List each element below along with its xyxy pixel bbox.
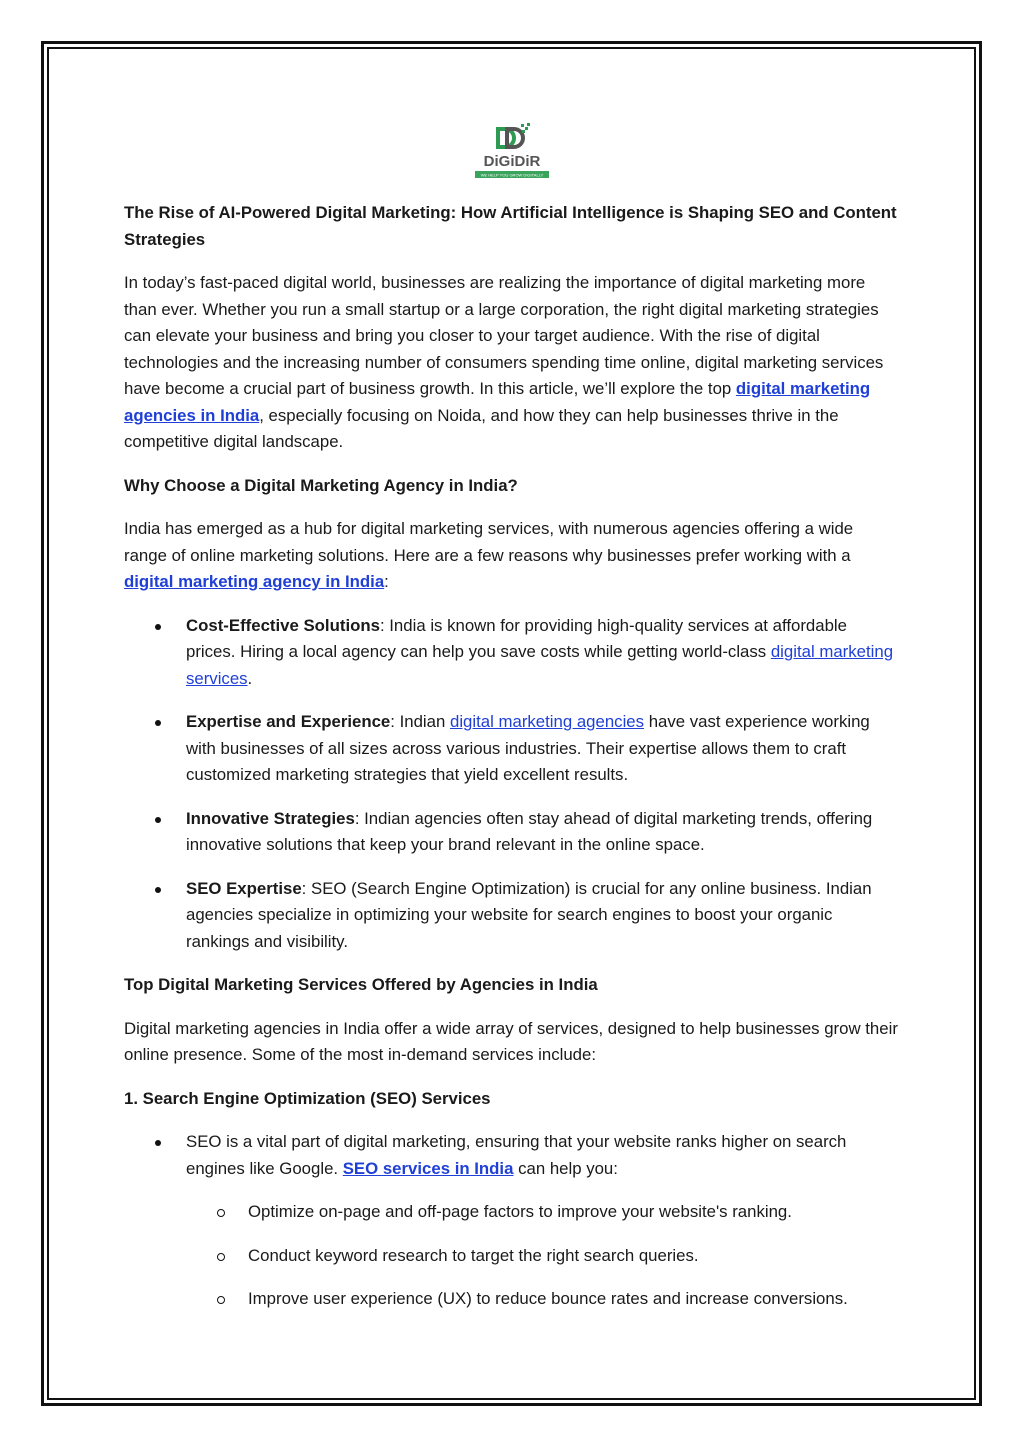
sub-list-item: Optimize on-page and off-page factors to improve your website's ranking.: [124, 1199, 899, 1226]
reasons-list: [124, 613, 899, 956]
why-choose-paragraph: India has emerged as a hub for digital marketing services, with numerous agencies offering a wide range of online marketing solutions. Here are a few reasons why businesses prefer working with a digital marketing agency in India:: [124, 519, 854, 591]
seo-list: [124, 1129, 899, 1182]
logo-wordmark: DiGiDiR: [483, 153, 541, 170]
article-title: The Rise of AI-Powered Digital Marketing: How Artificial Intelligence is Shaping SEO and Content Strategies: [124, 203, 897, 249]
bullet-icon: [155, 817, 161, 823]
sub-list-item: Improve user experience (UX) to reduce bounce rates and increase conversions.: [124, 1286, 899, 1313]
article-body: [124, 200, 899, 1330]
link-digital-marketing-agencies-india[interactable]: digital marketing agencies in India: [124, 379, 871, 425]
link-digital-marketing-services[interactable]: digital marketing services: [186, 642, 894, 688]
heading-why-choose: Why Choose a Digital Marketing Agency in India?: [124, 475, 518, 495]
heading-top-services: Top Digital Marketing Services Offered by Agencies in India: [124, 975, 598, 994]
circle-bullet-icon: [217, 1209, 225, 1217]
list-item: Innovative Strategies: Indian agencies often stay ahead of digital marketing trends, offering innovative solutions that keep your brand relevant in the online space.: [124, 806, 899, 859]
bullet-icon: [155, 887, 161, 893]
top-services-paragraph: Digital marketing agencies in India offer a wide array of services, designed to help businesses grow their online presence. Some of the most in-demand services include:: [124, 1018, 898, 1064]
digidir-logo: [472, 122, 552, 182]
logo-tagline: WE HELP YOU GROW DIGITALLY: [480, 172, 544, 178]
bullet-icon: [155, 720, 161, 726]
list-item: SEO Expertise: SEO (Search Engine Optimization) is crucial for any online business. Indian agencies specialize in optimizing your website for search engines to boost your organic rankings and visibility.: [124, 876, 899, 956]
list-item: Expertise and Experience: Indian digital marketing agencies have vast experience working with businesses of all sizes across various industries. Their expertise allows them to craft customized marketing strategies that yield excellent results.: [124, 709, 899, 789]
circle-bullet-icon: [217, 1253, 225, 1261]
sub-list-item: Conduct keyword research to target the right search queries.: [124, 1243, 899, 1270]
link-seo-services-india[interactable]: SEO services in India: [342, 1158, 514, 1178]
circle-bullet-icon: [217, 1296, 225, 1304]
seo-sub-list: [124, 1199, 899, 1313]
link-digital-marketing-agency-india[interactable]: digital marketing agency in India: [124, 572, 385, 591]
heading-seo-services: 1. Search Engine Optimization (SEO) Services: [124, 1088, 491, 1108]
bullet-icon: [155, 1140, 161, 1146]
list-item: SEO is a vital part of digital marketing, ensuring that your website ranks higher on search engines like Google. SEO services in India can help you:: [124, 1129, 899, 1182]
bullet-icon: [155, 624, 161, 630]
list-item: Cost-Effective Solutions: India is known for providing high-quality services at affordable prices. Hiring a local agency can help you save costs while getting world-class digital marketing services.: [124, 613, 899, 693]
link-digital-marketing-agencies[interactable]: digital marketing agencies: [450, 712, 645, 731]
intro-paragraph: In today’s fast-paced digital world, businesses are realizing the importance of digital marketing more than ever. Whether you run a small startup or a large corporation, the right digital marketing strategies can elevate your business and bring you closer to your target audience. With the rise of digital technologies and the increasing number of consumers spending time online, digital marketing services have become a crucial part of business growth. In this article, we’ll explore the top digital marketing agencies in India, especially focusing on Noida, and how they can help businesses thrive in the competitive digital landscape.: [124, 273, 884, 451]
